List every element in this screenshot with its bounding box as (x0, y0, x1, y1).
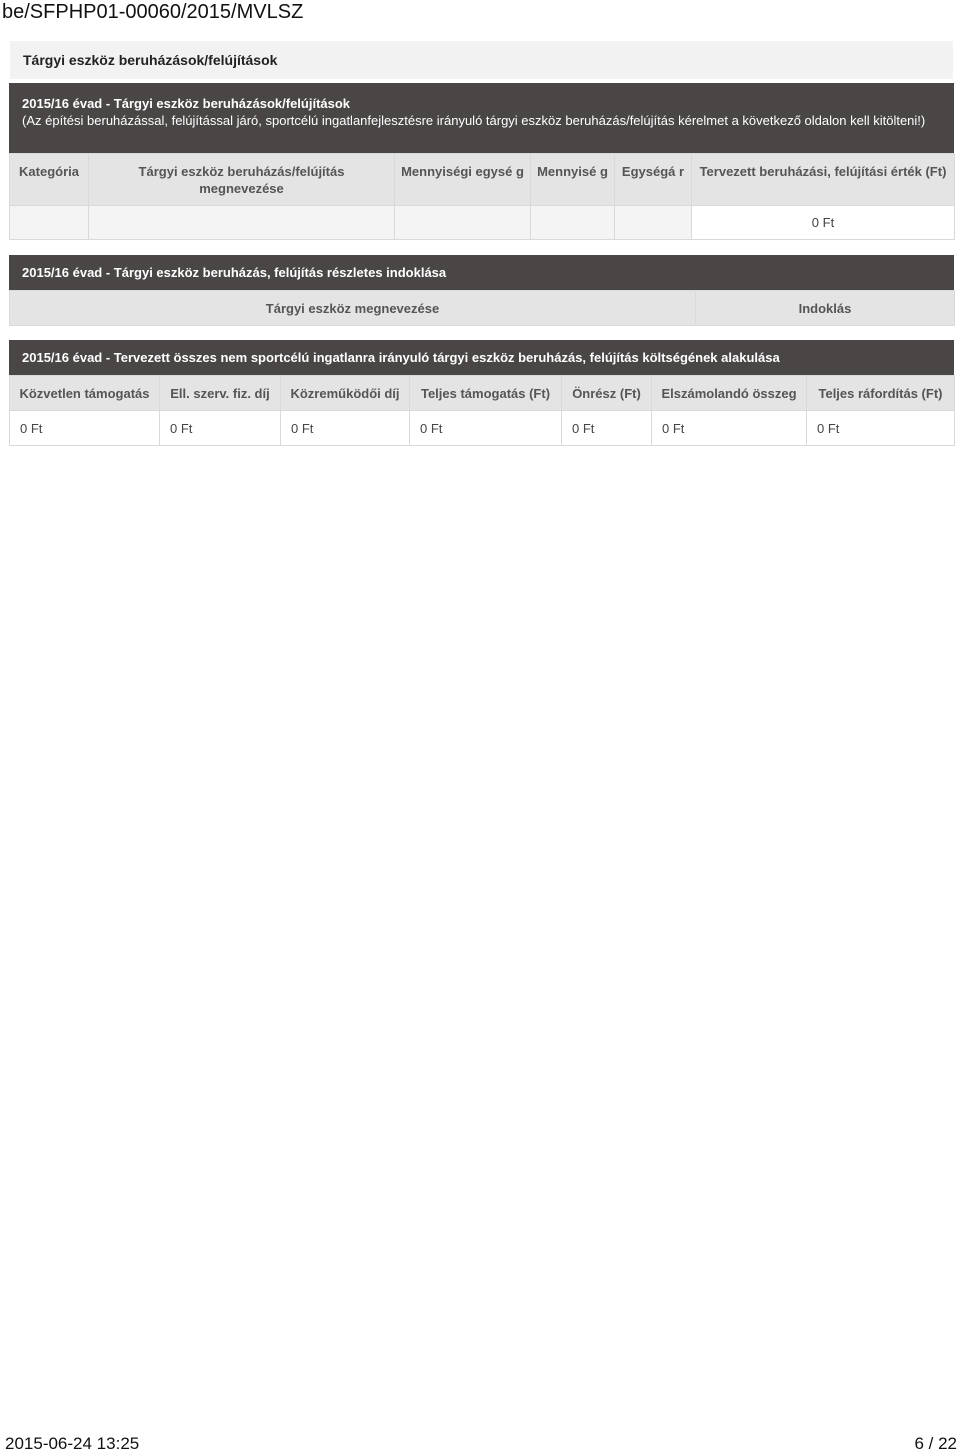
table-cell: 0 Ft (652, 411, 807, 446)
investments-title: 2015/16 évad - Tárgyi eszköz beruházások/felújítások (22, 96, 351, 111)
investments-table (9, 153, 955, 240)
column-header: Mennyisé g (531, 154, 615, 206)
section-heading: Tárgyi eszköz beruházások/felújítások (10, 41, 953, 79)
footer-date: 2015-06-24 13:25 (5, 1434, 140, 1453)
column-header: Teljes ráfordítás (Ft) (807, 376, 955, 411)
table-cell (89, 206, 395, 240)
page-number: 6 / 22 (914, 1434, 957, 1453)
table-cell (531, 206, 615, 240)
column-header: Közvetlen támogatás (10, 376, 160, 411)
investments-note: (Az építési beruházással, felújítással járó, sportcélú ingatlanfejlesztésre irányuló tárgyi eszköz beruházás/felújítás kérelmet a következő oldalon kell kitölteni!) (22, 113, 926, 128)
column-header: Tárgyi eszköz megnevezése (10, 291, 696, 326)
costs-table (9, 375, 955, 446)
table-row (10, 206, 955, 240)
table-cell: 0 Ft (160, 411, 281, 446)
column-header: Közreműködői díj (281, 376, 410, 411)
column-header: Kategória (10, 154, 89, 206)
table-row (10, 411, 955, 446)
table-header-row (10, 291, 955, 326)
table-cell (10, 206, 89, 240)
column-header: Teljes támogatás (Ft) (410, 376, 562, 411)
column-header: Önrész (Ft) (562, 376, 652, 411)
table-cell (395, 206, 531, 240)
column-header: Tervezett beruházási, felújítási érték (Ft) (692, 154, 955, 206)
table-cell: 0 Ft (410, 411, 562, 446)
table-header-row (10, 376, 955, 411)
justification-table (9, 290, 955, 326)
table-cell: 0 Ft (10, 411, 160, 446)
column-header: Egységá r (615, 154, 692, 206)
table-cell (615, 206, 692, 240)
table-cell: 0 Ft (562, 411, 652, 446)
column-header: Tárgyi eszköz beruházás/felújítás megnevezése (89, 154, 395, 206)
column-header: Indoklás (696, 291, 955, 326)
table-cell: 0 Ft (692, 206, 955, 240)
document-id: be/SFPHP01-00060/2015/MVLSZ (2, 1, 304, 23)
justification-title: 2015/16 évad - Tárgyi eszköz beruházás, felújítás részletes indoklása (9, 255, 954, 290)
costs-title: 2015/16 évad - Tervezett összes nem sportcélú ingatlanra irányuló tárgyi eszköz beruházás, felújítás költségének alakulása (9, 340, 954, 375)
table-header-row (10, 154, 955, 206)
column-header: Ell. szerv. fiz. díj (160, 376, 281, 411)
investments-header (9, 83, 954, 153)
table-cell: 0 Ft (807, 411, 955, 446)
column-header: Mennyiségi egysé g (395, 154, 531, 206)
table-cell: 0 Ft (281, 411, 410, 446)
column-header: Elszámolandó összeg (652, 376, 807, 411)
